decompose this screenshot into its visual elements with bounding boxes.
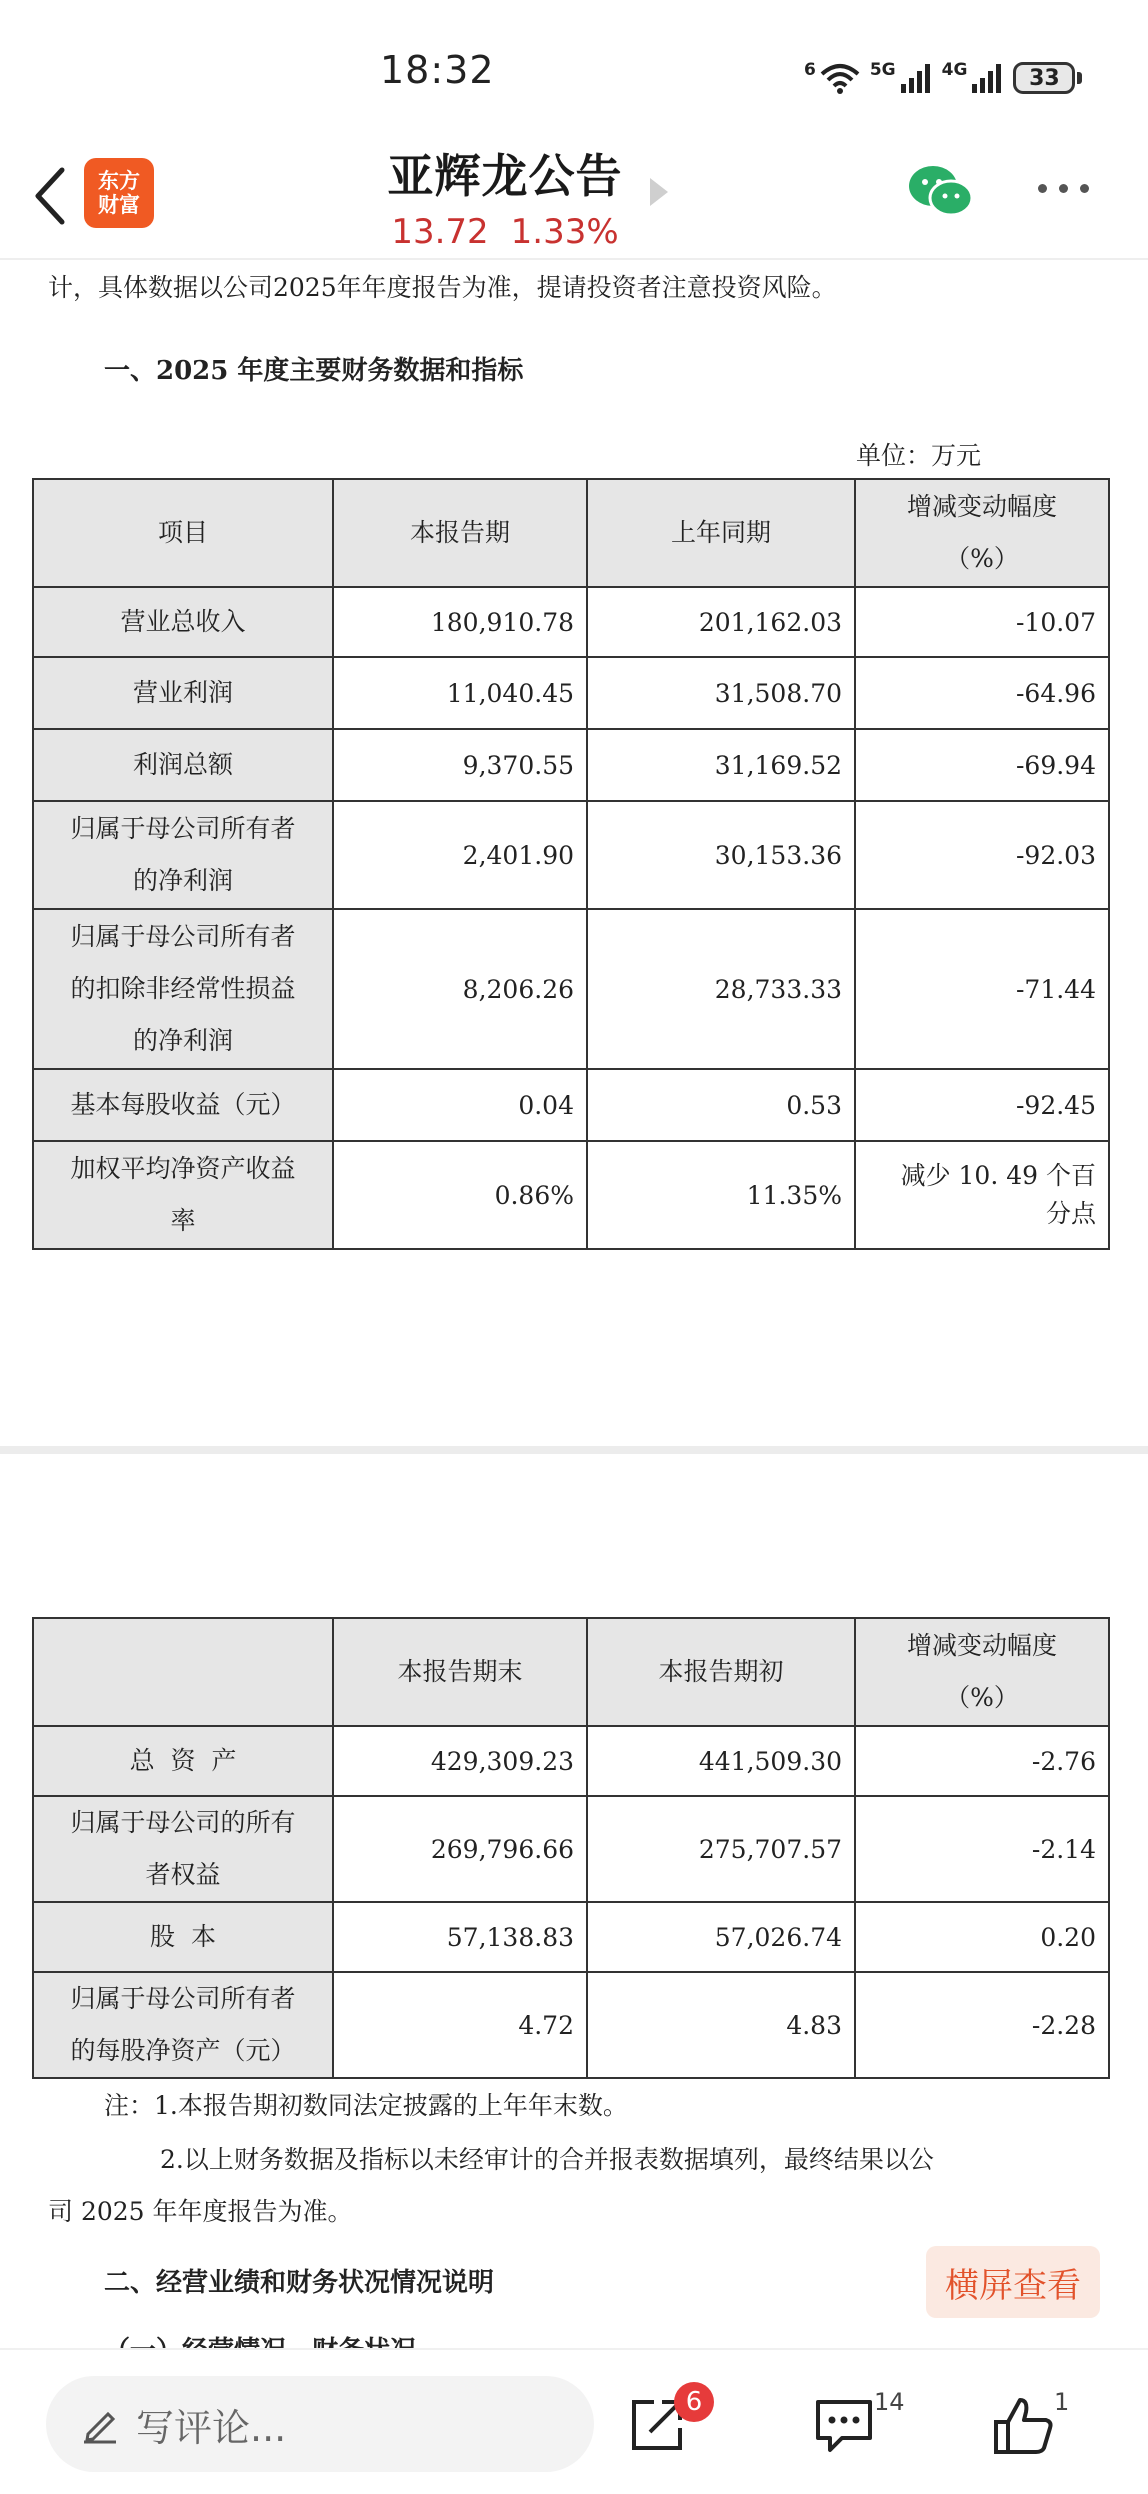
table-row bbox=[33, 909, 1109, 1069]
row-label: 归属于母公司所有者 的每股净资产（元） bbox=[33, 1972, 333, 2078]
cell-change: -69.94 bbox=[855, 729, 1109, 801]
cell-change: -92.03 bbox=[855, 801, 1109, 909]
more-options-icon[interactable] bbox=[1038, 184, 1089, 193]
section2-heading: 二、经营业绩和财务状况情况说明 bbox=[104, 2268, 495, 2298]
stock-price: 13.72 bbox=[391, 212, 489, 252]
share-badge: 6 bbox=[674, 2382, 714, 2422]
cell-change: 减少 10. 49 个百 分点 bbox=[855, 1141, 1109, 1249]
financial-table-1 bbox=[32, 478, 1110, 1250]
cell-prior: 11.35% bbox=[587, 1141, 855, 1249]
unit-label: 单位：万元 bbox=[856, 441, 982, 470]
cell-end: 4.72 bbox=[333, 1972, 587, 2078]
cell-prior: 31,169.52 bbox=[587, 729, 855, 801]
cell-change: -64.96 bbox=[855, 657, 1109, 729]
bottom-action-bar bbox=[0, 2348, 1148, 2494]
cell-current: 8,206.26 bbox=[333, 909, 587, 1069]
landscape-view-button[interactable]: 横屏查看 bbox=[926, 2246, 1100, 2318]
cell-end: 57,138.83 bbox=[333, 1902, 587, 1972]
eastmoney-logo[interactable] bbox=[84, 158, 154, 228]
cell-change: -2.76 bbox=[855, 1726, 1109, 1796]
share-button[interactable] bbox=[626, 2387, 703, 2464]
section1-heading: 一、2025 年度主要财务数据和指标 bbox=[104, 356, 524, 386]
page-title: 亚辉龙公告 bbox=[387, 149, 623, 203]
like-button[interactable] bbox=[992, 2388, 1070, 2464]
table-header: 增减变动幅度 （%） bbox=[855, 1618, 1109, 1726]
cell-prior: 31,508.70 bbox=[587, 657, 855, 729]
footnote-3: 司 2025 年年度报告为准。 bbox=[48, 2197, 353, 2226]
status-time: 18:32 bbox=[380, 48, 495, 92]
table-row bbox=[33, 1902, 1109, 1972]
comment-input[interactable] bbox=[46, 2376, 594, 2472]
cell-current: 0.04 bbox=[333, 1069, 587, 1141]
row-label: 总 资 产 bbox=[33, 1726, 333, 1796]
battery-tip bbox=[1077, 72, 1082, 84]
comment-count: 14 bbox=[874, 2388, 905, 2416]
cell-current: 2,401.90 bbox=[333, 801, 587, 909]
cell-prior: 30,153.36 bbox=[587, 801, 855, 909]
play-icon[interactable] bbox=[646, 174, 672, 210]
table-row bbox=[33, 1141, 1109, 1249]
cell-prior: 201,162.03 bbox=[587, 587, 855, 657]
sig1-tag: 5G bbox=[869, 60, 896, 80]
thumbs-up-icon bbox=[992, 2394, 1056, 2456]
table-header: 本报告期初 bbox=[587, 1618, 855, 1726]
table-row bbox=[33, 1069, 1109, 1141]
wechat-share-icon[interactable] bbox=[906, 162, 976, 222]
table-row bbox=[33, 1726, 1109, 1796]
table-header: 项目 bbox=[33, 479, 333, 587]
sig2-tag: 4G bbox=[941, 60, 968, 80]
table-header bbox=[33, 1618, 333, 1726]
cell-begin: 4.83 bbox=[587, 1972, 855, 2078]
wifi-icon bbox=[820, 62, 860, 94]
table-header-row bbox=[33, 1618, 1109, 1726]
table-row bbox=[33, 587, 1109, 657]
footnote-1: 注：1.本报告期初数同法定披露的上年年末数。 bbox=[104, 2091, 628, 2120]
cell-current: 180,910.78 bbox=[333, 587, 587, 657]
cell-current: 9,370.55 bbox=[333, 729, 587, 801]
comments-button[interactable] bbox=[812, 2388, 905, 2464]
signal-icon bbox=[900, 62, 932, 94]
cell-prior: 28,733.33 bbox=[587, 909, 855, 1069]
cell-prior: 0.53 bbox=[587, 1069, 855, 1141]
page-separator bbox=[0, 1446, 1148, 1454]
table-row bbox=[33, 729, 1109, 801]
row-label: 基本每股收益（元） bbox=[33, 1069, 333, 1141]
logo-line2: 财富 bbox=[98, 193, 140, 217]
table-row bbox=[33, 1972, 1109, 2078]
title-block[interactable] bbox=[370, 140, 640, 252]
battery-icon: 33 bbox=[1013, 62, 1075, 94]
row-label: 归属于母公司所有者 的净利润 bbox=[33, 801, 333, 909]
cell-change: -2.14 bbox=[855, 1796, 1109, 1902]
comment-icon bbox=[812, 2394, 876, 2456]
cell-begin: 57,026.74 bbox=[587, 1902, 855, 1972]
row-label: 营业总收入 bbox=[33, 587, 333, 657]
app-header bbox=[0, 140, 1148, 260]
cell-end: 429,309.23 bbox=[333, 1726, 587, 1796]
table-row bbox=[33, 1796, 1109, 1902]
cell-change: -92.45 bbox=[855, 1069, 1109, 1141]
stock-quote bbox=[370, 212, 640, 252]
financial-table-2 bbox=[32, 1617, 1110, 2079]
row-label: 营业利润 bbox=[33, 657, 333, 729]
table-header: 本报告期 bbox=[333, 479, 587, 587]
signal-icon bbox=[971, 62, 1003, 94]
chevron-left-icon bbox=[32, 166, 68, 226]
stock-change: 1.33% bbox=[510, 212, 619, 252]
table-header: 本报告期末 bbox=[333, 1618, 587, 1726]
row-label: 归属于母公司的所有 者权益 bbox=[33, 1796, 333, 1902]
cell-change: 0.20 bbox=[855, 1902, 1109, 1972]
cell-end: 269,796.66 bbox=[333, 1796, 587, 1902]
row-label: 利润总额 bbox=[33, 729, 333, 801]
table-row bbox=[33, 801, 1109, 909]
row-label: 股 本 bbox=[33, 1902, 333, 1972]
back-button[interactable] bbox=[20, 158, 80, 234]
cell-begin: 275,707.57 bbox=[587, 1796, 855, 1902]
pencil-icon bbox=[82, 2404, 118, 2444]
status-bar bbox=[0, 0, 1148, 150]
table-header: 增减变动幅度 （%） bbox=[855, 479, 1109, 587]
table-header-row bbox=[33, 479, 1109, 587]
row-label: 加权平均净资产收益 率 bbox=[33, 1141, 333, 1249]
comment-placeholder: 写评论... bbox=[136, 2405, 287, 2450]
cell-current: 0.86% bbox=[333, 1141, 587, 1249]
wifi-tag: 6 bbox=[804, 60, 816, 80]
cell-begin: 441,509.30 bbox=[587, 1726, 855, 1796]
like-count: 1 bbox=[1054, 2388, 1070, 2416]
cell-current: 11,040.45 bbox=[333, 657, 587, 729]
table-header: 上年同期 bbox=[587, 479, 855, 587]
cell-change: -71.44 bbox=[855, 909, 1109, 1069]
logo-line1: 东方 bbox=[98, 169, 140, 193]
table-row bbox=[33, 657, 1109, 729]
cell-change: -10.07 bbox=[855, 587, 1109, 657]
footnote-2: 2.以上财务数据及指标以未经审计的合并报表数据填列，最终结果以公 bbox=[160, 2145, 934, 2174]
intro-paragraph: 计，具体数据以公司2025年年度报告为准，提请投资者注意投资风险。 bbox=[48, 273, 837, 302]
header-divider bbox=[0, 258, 1148, 260]
cell-change: -2.28 bbox=[855, 1972, 1109, 2078]
row-label: 归属于母公司所有者 的扣除非经常性损益 的净利润 bbox=[33, 909, 333, 1069]
status-icons bbox=[804, 58, 1082, 98]
